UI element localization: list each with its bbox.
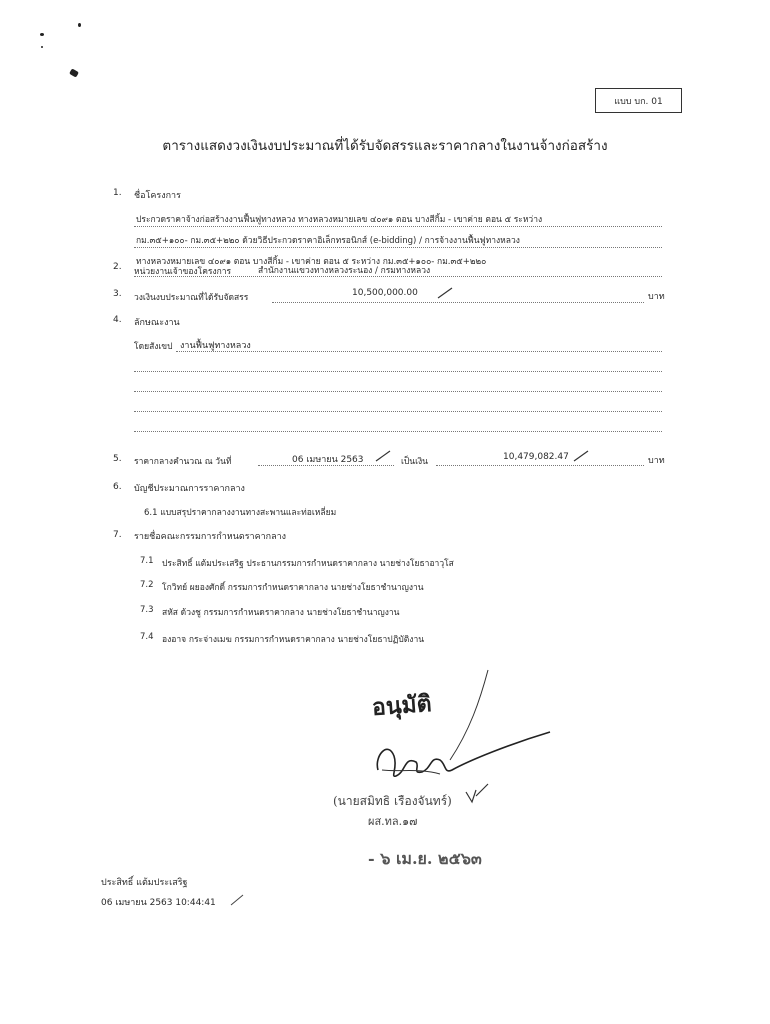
committee-no: 7.1 [140, 556, 154, 566]
owner-label: หน่วยงานเจ้าของโครงการ [134, 267, 232, 277]
committee-no: 7.3 [140, 605, 154, 615]
dotted-line [134, 431, 662, 432]
approver-name: (นายสมิทธิ เรืองจันทร์) [333, 794, 452, 808]
dotted-line [134, 247, 662, 248]
item-number: 1. [113, 188, 122, 198]
committee-member: โกวิทย์ ผยองศักดิ์ กรรมการกำหนดราคากลาง นายช่างโยธาชำนาญงาน [162, 583, 424, 593]
committee-label: รายชื่อคณะกรรมการกำหนดราคากลาง [134, 532, 287, 542]
dotted-line [436, 465, 644, 466]
check-mark-icon [572, 449, 590, 463]
dotted-line [134, 226, 662, 227]
committee-member: ประสิทธิ์ แต้มประเสริฐ ประธานกรรมการกำหนดราคากลาง นายช่างโยธาอาวุโส [162, 559, 454, 569]
budget-label: วงเงินงบประมาณที่ได้รับจัดสรร [134, 293, 249, 303]
nature-brief-value: งานฟื้นฟูทางหลวง [180, 341, 251, 351]
nature-brief-label: โดยสังเขป [134, 342, 173, 352]
initial-mark-icon [462, 782, 492, 808]
ref-price-label: ราคากลางคำนวณ ณ วันที่ [134, 457, 232, 467]
form-code: แบบ บก. 01 [614, 96, 663, 107]
item-number: 7. [113, 530, 122, 540]
project-name-line-2: กม.๓๕+๑๐๐- กม.๓๕+๒๒๐ ด้วยวิธีประกวดราคาอิเล็กทรอนิกส์ (e-bidding) / การจ้างงานฟื้นฟูทางหลวง [136, 236, 520, 246]
check-mark-icon [374, 449, 392, 463]
item-number: 4. [113, 315, 122, 325]
check-mark-icon [436, 286, 454, 300]
scan-speck [69, 68, 79, 77]
scan-speck [41, 46, 43, 48]
item-number: 6. [113, 482, 122, 492]
ref-price-date: 06 เมษายน 2563 [292, 455, 364, 465]
dotted-line [272, 302, 644, 303]
form-code-box [595, 88, 682, 113]
dotted-line [176, 351, 662, 352]
project-name-line-3: ทางหลวงหมายเลข ๔๐๙๑ ตอน บางสีกิ้ม - เขาค่าย ตอน ๕ ระหว่าง กม.๓๕+๑๐๐- กม.๓๕+๒๒๐ [136, 257, 487, 267]
owner-value: สำนักงานแขวงทางหลวงระนอง / กรมทางหลวง [258, 266, 431, 276]
page-title: ตารางแสดงวงเงินงบประมาณที่ได้รับจัดสรรและราคากลางในงานจ้างก่อสร้าง [162, 138, 608, 154]
dotted-line [134, 391, 662, 392]
ref-price-value: 10,479,082.47 [503, 452, 569, 462]
item-number: 5. [113, 454, 122, 464]
timestamp: 06 เมษายน 2563 10:44:41 [101, 898, 216, 908]
breakdown-6-1: 6.1 แบบสรุปราคากลางงานทางสะพานและท่อเหลี่ยม [144, 508, 337, 518]
scan-speck [40, 33, 44, 36]
project-name-line-1: ประกวดราคาจ้างก่อสร้างงานฟื้นฟูทางหลวง ทางหลวงหมายเลข ๔๐๙๑ ตอน บางสีกิ้ม - เขาค่าย ตอน ๕ ระหว่าง [136, 215, 543, 225]
scan-speck [78, 23, 81, 27]
committee-member: องอาจ กระจ่างเมฆ กรรมการกำหนดราคากลาง นายช่างโยธาปฏิบัติงาน [162, 635, 425, 645]
breakdown-label: บัญชีประมาณการราคากลาง [134, 484, 245, 494]
nature-label: ลักษณะงาน [134, 318, 180, 328]
approval-stamp: อนุมัติ [371, 690, 433, 722]
approver-title: ผส.ทล.๑๗ [368, 815, 418, 828]
project-name-label: ชื่อโครงการ [134, 191, 181, 201]
signature-icon [360, 660, 560, 790]
budget-value: 10,500,000.00 [352, 288, 418, 298]
baht-unit: บาท [648, 456, 665, 466]
item-number: 2. [113, 262, 122, 272]
check-mark-icon [230, 893, 244, 907]
preparer-name: ประสิทธิ์ แต้มประเสริฐ [101, 878, 188, 888]
baht-unit: บาท [648, 292, 665, 302]
committee-no: 7.2 [140, 580, 154, 590]
approval-date: - ๖ เม.ย. ๒๕๖๓ [368, 849, 482, 868]
dotted-line [134, 411, 662, 412]
committee-member: สหัส ด้วงชู กรรมการกำหนดราคากลาง นายช่างโยธาชำนาญงาน [162, 608, 400, 618]
dotted-line [134, 371, 662, 372]
amount-label: เป็นเงิน [401, 457, 428, 467]
committee-no: 7.4 [140, 632, 154, 642]
item-number: 3. [113, 289, 122, 299]
dotted-line [134, 276, 662, 277]
